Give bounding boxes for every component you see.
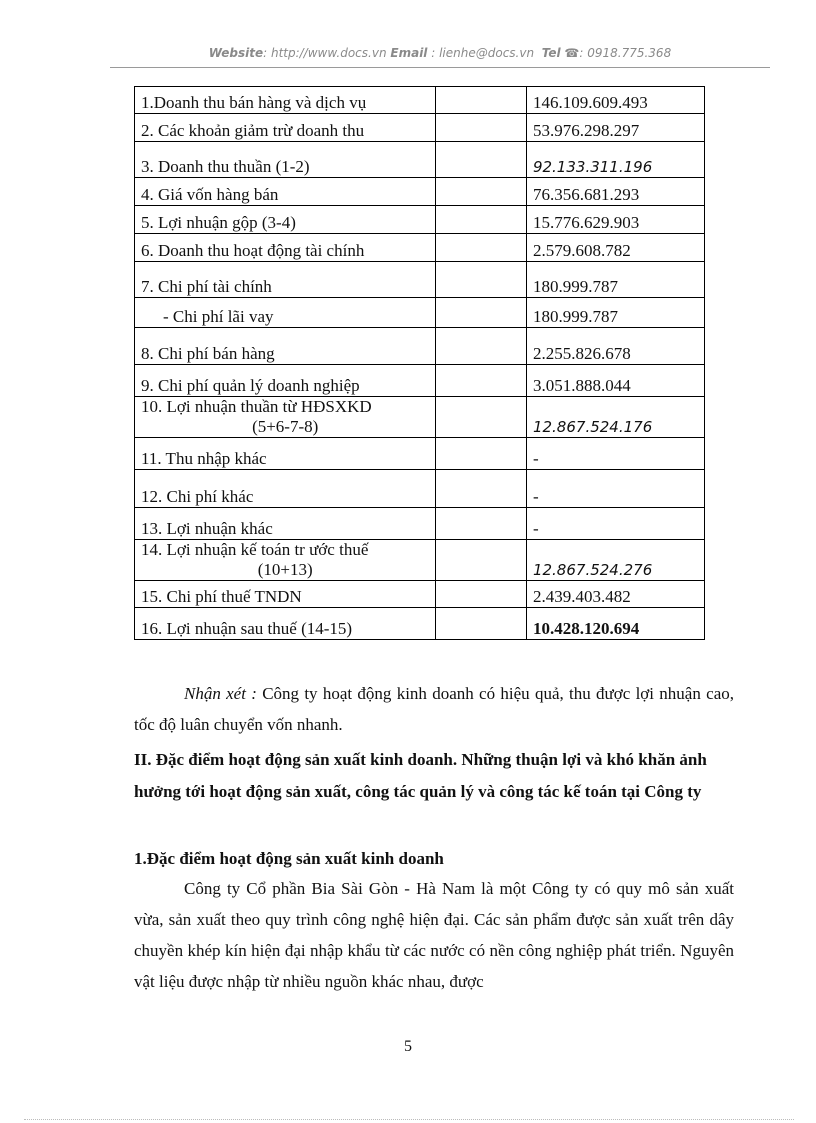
row-value: 76.356.681.293	[526, 178, 704, 206]
row-label: 12. Chi phí khác	[141, 487, 254, 506]
empty-cell	[436, 438, 527, 470]
row-label-cell	[135, 114, 436, 142]
tel-label: Tel	[541, 46, 561, 60]
subsection-heading: 1.Đặc điểm hoạt động sản xuất kinh doanh	[134, 849, 444, 868]
table-row	[135, 581, 705, 608]
row-value: -	[526, 470, 704, 508]
table-row	[135, 397, 705, 438]
body-paragraph: Công ty Cổ phần Bia Sài Gòn - Hà Nam là một Công ty có quy mô sản xuất vừa, sản xuất theo quy trình công nghệ hiện đại. Các sản phẩm được sản xuất trên dây chuyền khép kín hiện đại nhập khẩu từ các nước có nền công nghiệp phát triển. Nguyên vật liệu được nhập từ nhiều nguồn khác nhau, được	[134, 879, 734, 991]
row-value: 3.051.888.044	[526, 365, 704, 397]
row-label-cell	[135, 328, 436, 365]
row-label: 4. Giá vốn hàng bán	[141, 185, 279, 204]
row-label-cell	[135, 608, 436, 640]
row-value: 180.999.787	[526, 298, 704, 328]
empty-cell	[436, 114, 527, 142]
row-label-cell	[135, 298, 436, 328]
table-row	[135, 234, 705, 262]
row-label: 7. Chi phí tài chính	[141, 277, 272, 296]
row-label: 13. Lợi nhuận khác	[141, 519, 273, 538]
table-row	[135, 540, 705, 581]
empty-cell	[436, 365, 527, 397]
empty-cell	[436, 206, 527, 234]
section-heading: II. Đặc điểm hoạt động sản xuất kinh doanh. Những thuận lợi và khó khăn ảnh hưởng tới hoạt động sản xuất, công tác quản lý và công tác kế toán tại Công ty	[134, 750, 707, 801]
empty-cell	[436, 397, 527, 438]
empty-cell	[436, 178, 527, 206]
row-label: 2. Các khoản giảm trừ doanh thu	[141, 121, 365, 140]
row-value: -	[526, 438, 704, 470]
row-label: 9. Chi phí quản lý doanh nghiệp	[141, 376, 360, 395]
page-header	[110, 46, 770, 60]
header-divider	[110, 67, 770, 68]
row-label: 10. Lợi nhuận thuần từ HĐSXKD	[141, 397, 372, 416]
row-label-cell	[135, 142, 436, 178]
row-label: 11. Thu nhập khác	[141, 449, 267, 468]
table-row	[135, 114, 705, 142]
remark-paragraph	[134, 678, 734, 740]
row-label-cell	[135, 470, 436, 508]
row-label-cell	[135, 508, 436, 540]
row-value: 2.579.608.782	[526, 234, 704, 262]
footer-divider	[24, 1119, 794, 1120]
row-label: 1.Doanh thu bán hàng và dịch vụ	[141, 93, 367, 112]
row-value: 180.999.787	[526, 262, 704, 298]
empty-cell	[436, 581, 527, 608]
row-label-cell	[135, 262, 436, 298]
row-value: 146.109.609.493	[526, 87, 704, 114]
row-label-cell	[135, 234, 436, 262]
row-value: 12.867.524.276	[526, 540, 704, 581]
empty-cell	[436, 328, 527, 365]
row-label: 15. Chi phí thuế TNDN	[141, 587, 302, 606]
remark-text: Công ty hoạt động kinh doanh có hiệu quả, thu được lợi nhuận cao, tốc độ luân chuyển vốn nhanh.	[134, 684, 734, 734]
row-label-cell	[135, 87, 436, 114]
row-label: 3. Doanh thu thuần (1-2)	[141, 157, 310, 176]
row-value: 12.867.524.176	[526, 397, 704, 438]
website-value: : http://www.docs.vn	[263, 46, 387, 60]
table-row	[135, 328, 705, 365]
table-row	[135, 470, 705, 508]
row-label: 5. Lợi nhuận gộp (3-4)	[141, 213, 296, 232]
row-label: 6. Doanh thu hoạt động tài chính	[141, 241, 365, 260]
table-row	[135, 298, 705, 328]
table-row	[135, 438, 705, 470]
empty-cell	[436, 508, 527, 540]
row-label-cell	[135, 540, 436, 581]
row-label: - Chi phí lãi vay	[163, 307, 274, 326]
page-number: 5	[404, 1038, 412, 1055]
table-row	[135, 178, 705, 206]
row-value: 10.428.120.694	[526, 608, 704, 640]
row-label-cell	[135, 365, 436, 397]
row-label-cell	[135, 581, 436, 608]
empty-cell	[436, 234, 527, 262]
row-label: 16. Lợi nhuận sau thuế (14-15)	[141, 619, 353, 638]
tel-value: ☎: 0918.775.368	[560, 46, 672, 60]
table-row	[135, 508, 705, 540]
row-value: 92.133.311.196	[526, 142, 704, 178]
email-value: : lienhe@docs.vn	[427, 46, 535, 60]
empty-cell	[436, 142, 527, 178]
row-label-formula: (5+6-7-8)	[252, 417, 319, 436]
table-row	[135, 206, 705, 234]
row-label-cell	[135, 206, 436, 234]
email-label: Email	[390, 46, 428, 60]
empty-cell	[436, 470, 527, 508]
empty-cell	[436, 298, 527, 328]
row-value: 2.255.826.678	[526, 328, 704, 365]
row-label-cell	[135, 438, 436, 470]
row-label-cell	[135, 178, 436, 206]
row-label: 8. Chi phí bán hàng	[141, 344, 275, 363]
empty-cell	[436, 540, 527, 581]
table-row	[135, 87, 705, 114]
table-row	[135, 142, 705, 178]
empty-cell	[436, 608, 527, 640]
row-label: 14. Lợi nhuận kế toán tr ước thuế	[141, 540, 369, 559]
empty-cell	[436, 262, 527, 298]
remark-label: Nhận xét :	[184, 684, 257, 703]
row-label-cell	[135, 397, 436, 438]
row-value: 15.776.629.903	[526, 206, 704, 234]
row-value: 2.439.403.482	[526, 581, 704, 608]
table-row	[135, 262, 705, 298]
row-value: -	[526, 508, 704, 540]
financial-table	[134, 86, 705, 640]
website-label: Website	[208, 46, 264, 60]
empty-cell	[436, 87, 527, 114]
row-value: 53.976.298.297	[526, 114, 704, 142]
table-row	[135, 608, 705, 640]
row-label-formula: (10+13)	[257, 560, 313, 579]
table-row	[135, 365, 705, 397]
